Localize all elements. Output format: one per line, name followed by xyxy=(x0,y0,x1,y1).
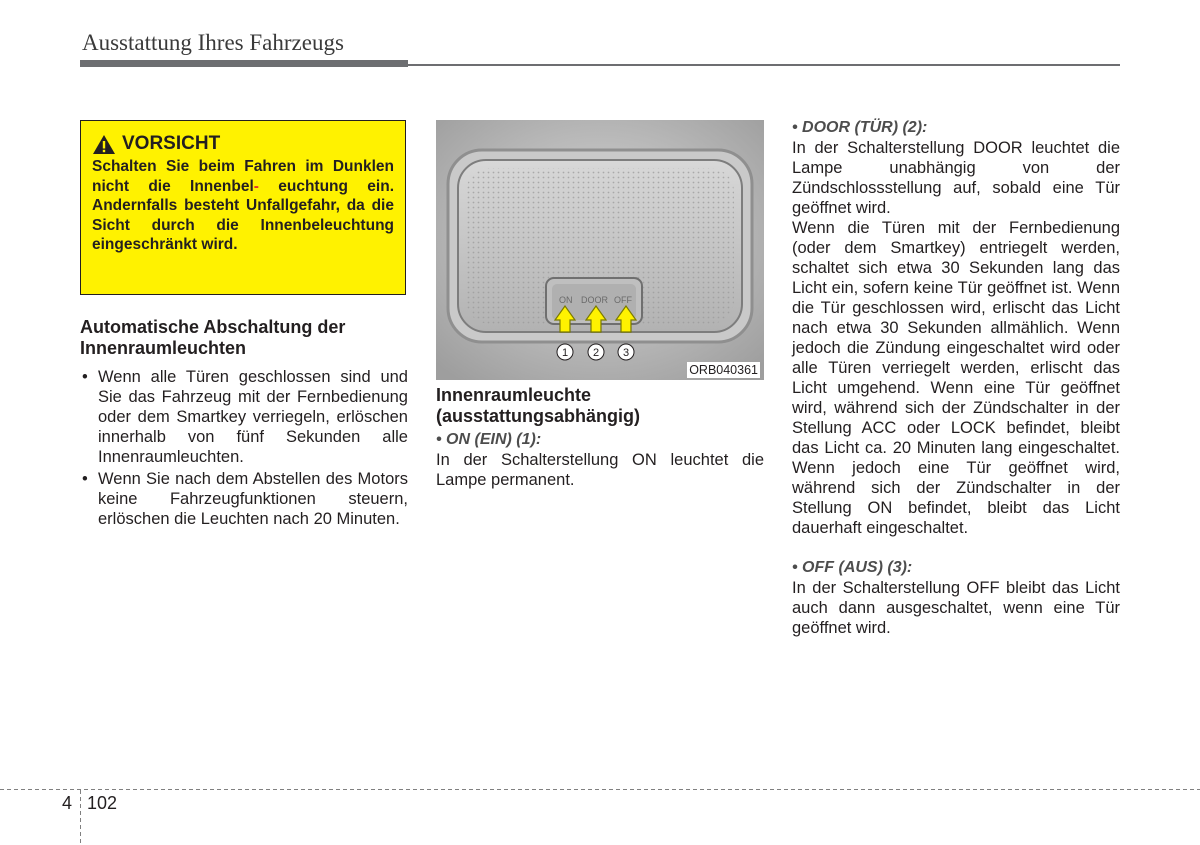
caution-label: VORSICHT xyxy=(122,133,221,154)
off-heading: • OFF (AUS) (3): xyxy=(792,559,913,576)
caution-text: Schalten Sie beim Fahren im Dunklen nicht die Innenbel- euchtung ein. Andernfalls besteht Unfallgefahr, da die Sicht durch die Innenbeleuchtung eingeschränkt wird. xyxy=(92,158,394,254)
switch-label-off: OFF xyxy=(614,295,632,305)
on-heading: • ON (EIN) (1): xyxy=(436,431,542,448)
interior-light-heading: Innenraumleuchte (ausstattungsabhängig) xyxy=(436,385,641,426)
callout-2: 2 xyxy=(592,347,600,359)
list-item: • Wenn alle Türen geschlossen sind und Sie das Fahrzeug mit der Fernbedienung oder dem Smartkey verriegeln, erlöschen innerhalb von fünf Sekunden alle Innenraumleuchten. xyxy=(80,367,408,467)
page-number: 102 xyxy=(87,793,118,813)
auto-off-heading: Automatische Abschaltung der Innenraumleuchten xyxy=(80,317,346,358)
switch-label-door: DOOR xyxy=(581,295,608,305)
door-text-1: In der Schalterstellung DOOR leuchtet die Lampe unabhängig von der Zündschlossstellung auf, sobald eine Tür geöffnet wird. xyxy=(792,139,1120,217)
on-text: In der Schalterstellung ON leuchtet die Lampe permanent. xyxy=(436,451,764,489)
callout-3: 3 xyxy=(622,347,630,359)
figure-code: ORB040361 xyxy=(689,363,758,377)
off-text: In der Schalterstellung OFF bleibt das Licht auch dann ausgeschaltet, wenn eine Tür geöffnet wird. xyxy=(792,579,1120,637)
door-heading: • DOOR (TÜR) (2): xyxy=(792,119,928,136)
door-text-2: Wenn die Türen mit der Fernbedienung (oder dem Smartkey) entriegelt werden, schaltet sich etwa 30 Sekunden lang das Licht ein, sofern keine Tür geöffnet ist. Wenn die Tür geschlossen wird, erlischt das Licht nach etwa 30 Sekunden allmählich. Wenn jedoch die Zündung eingeschaltet wird oder alle Türen verriegelt werden, erlischt das Licht umgehend. Wenn eine Tür geöffnet wird, während sich der Zündschalter in der Stellung ACC oder LOCK befindet, bleibt das Licht ca. 20 Minuten lang eingeschaltet. Wenn jedoch eine Tür geöffnet wird, während sich der Zündschalter in der Stellung ON befindet, bleibt das Licht dauerhaft eingeschaltet. xyxy=(792,219,1120,537)
callout-1: 1 xyxy=(561,347,569,359)
switch-label-on: ON xyxy=(559,295,573,305)
list-item: • Wenn Sie nach dem Abstellen des Motors keine Fahrzeugfunktionen steuern, erlöschen die Leuchten nach 20 Minuten. xyxy=(80,469,408,529)
page-header-title: Ausstattung Ihres Fahrzeugs xyxy=(82,30,344,55)
chapter-number: 4 xyxy=(62,793,73,813)
